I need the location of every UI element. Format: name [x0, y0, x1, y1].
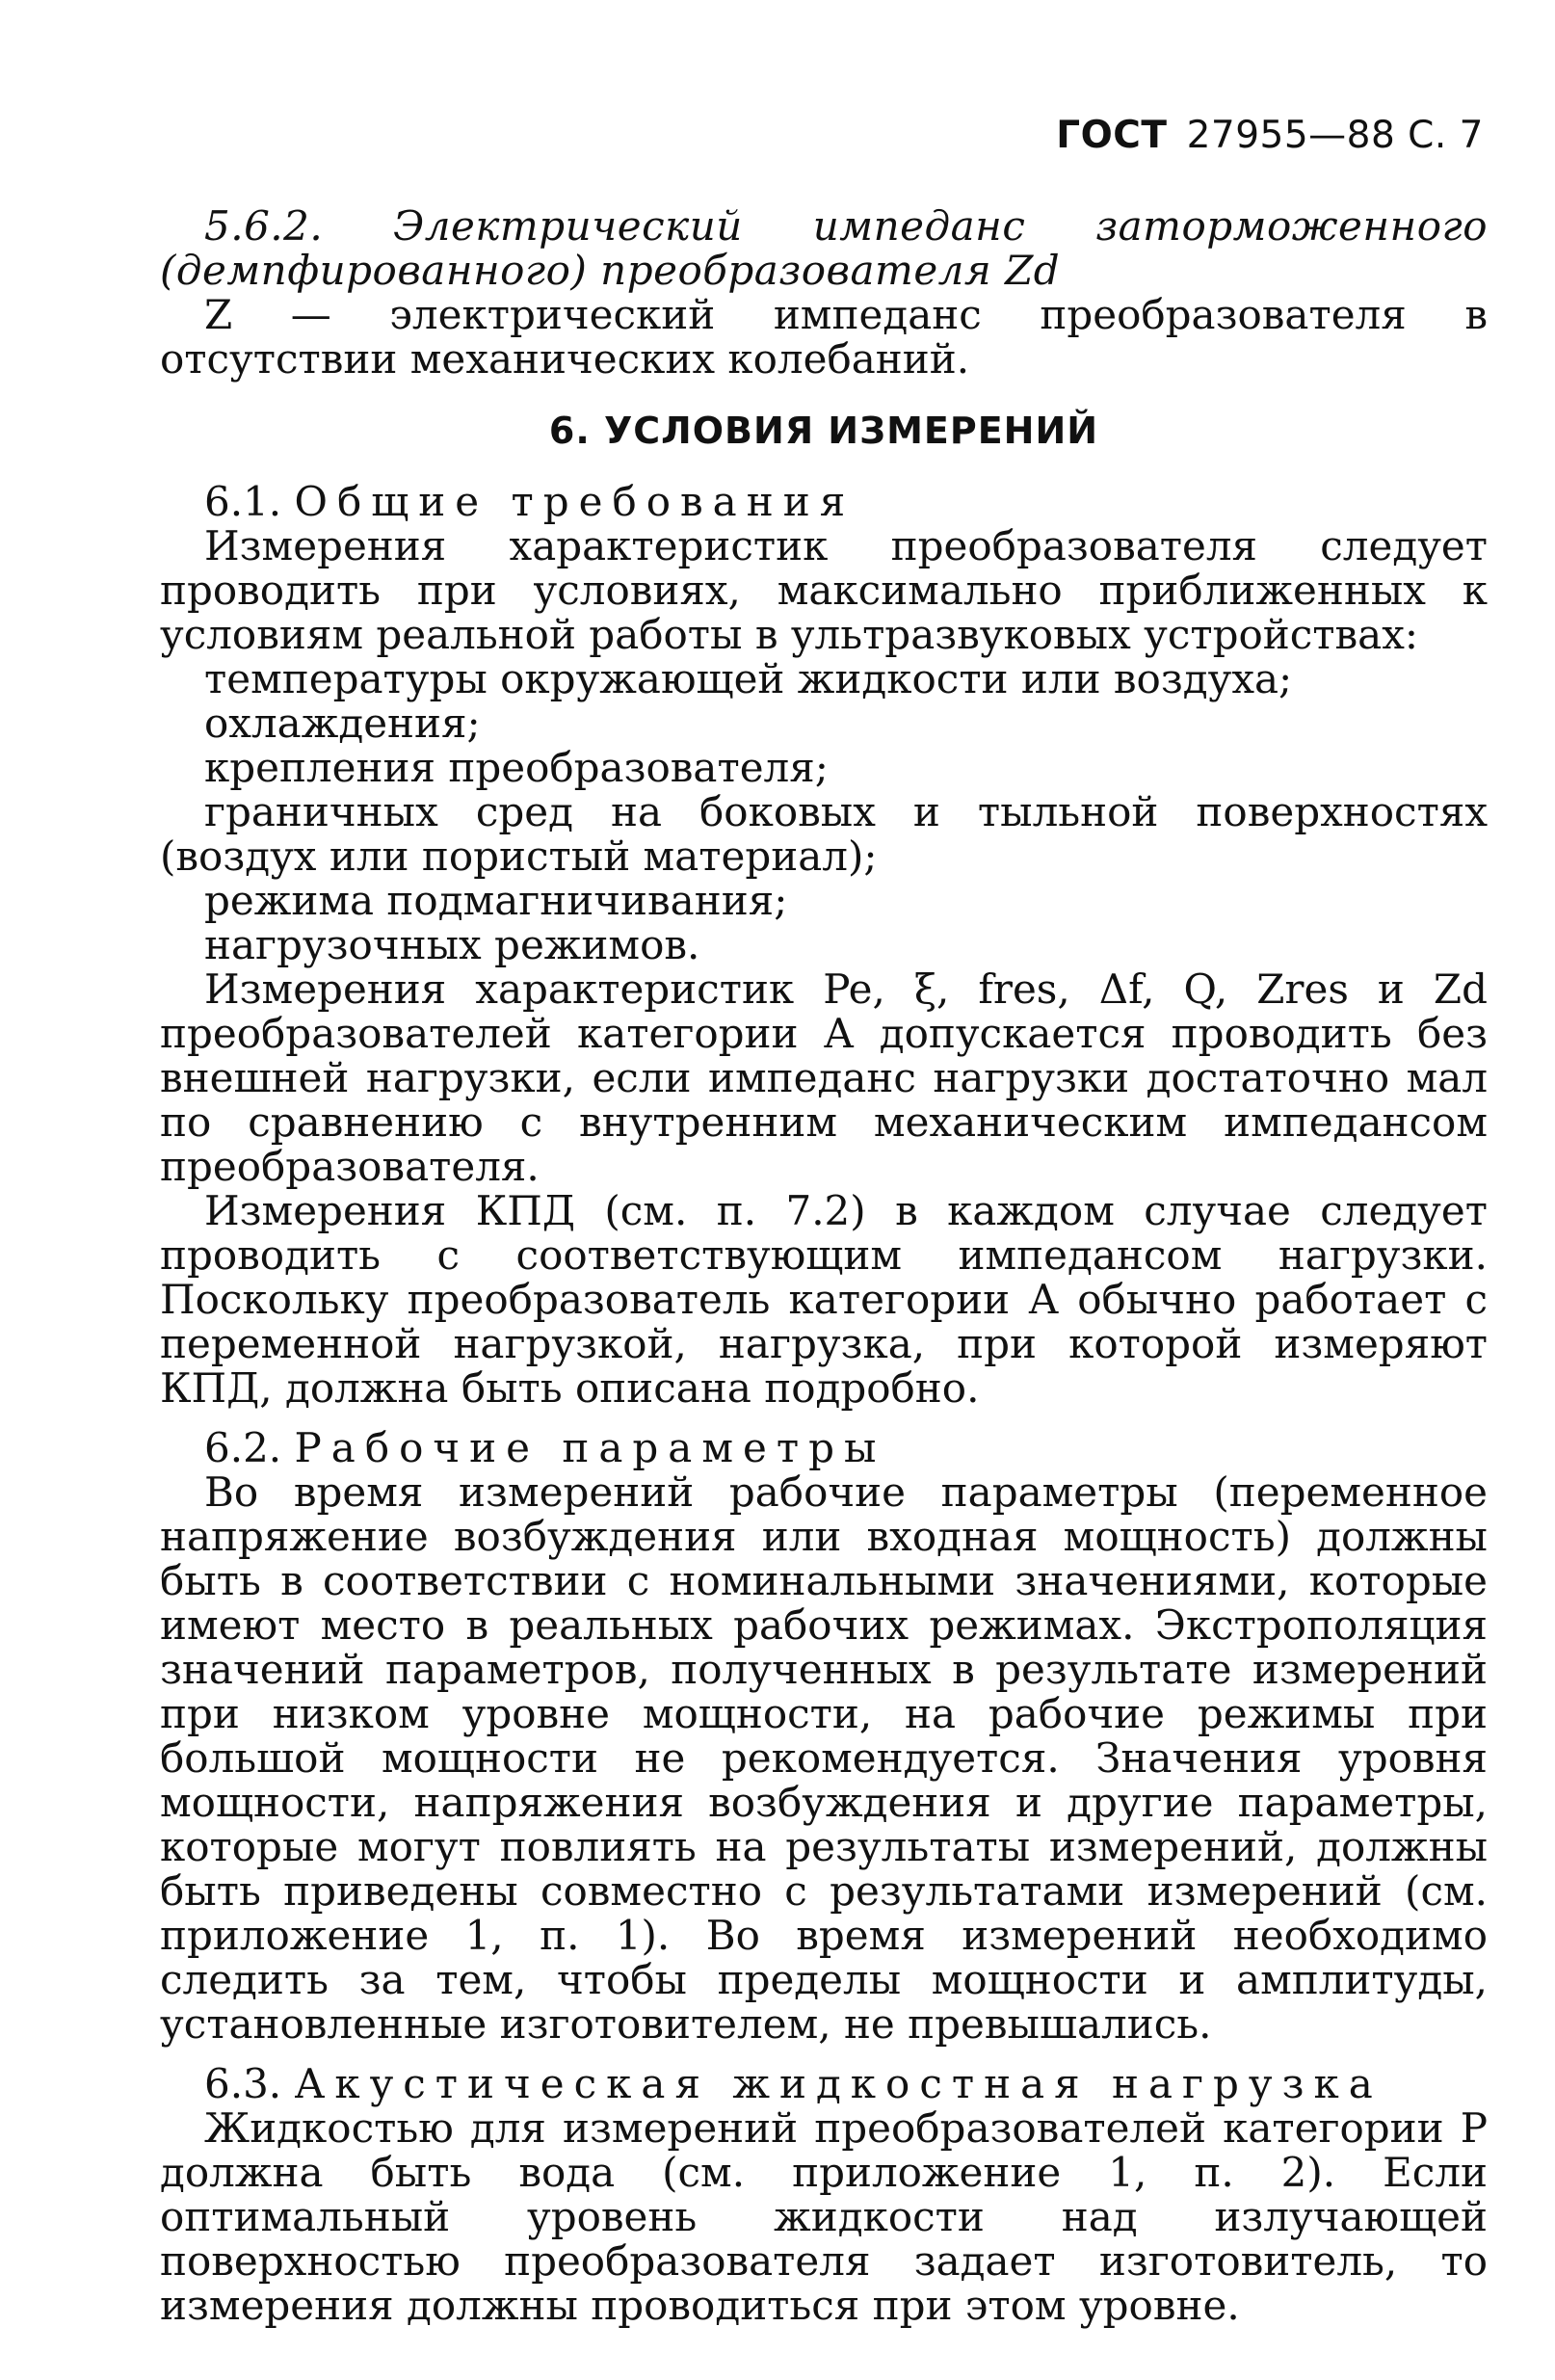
clause-6-2-body: Во время измерений рабочие параметры (переменное напряжение возбуждения или входная мощность) должны быть в соответствии с номинальными значениями, которые имеют место в реальных рабочих режимах. Экстрополяция значений параметров, полученных в результате измерений при низком уровне мощности, на рабочие режимы при большой мощности не рекомендуется. Значения уровня мощности, напряжения возбуждения и другие параметры, которые могут повлиять на результаты измерений, должны быть приведены совместно с результатами измерений (см. приложение 1, п. 1). Во время измерений необходимо следить за тем, чтобы пределы мощности и амплитуды, установленные изготовителем, не превышались. — [160, 1468, 1488, 2048]
condition-item: температуры окружающей жидкости или воздуха; — [204, 655, 1293, 702]
condition-item: крепления преобразователя; — [204, 744, 829, 791]
section-6-heading: 6. УСЛОВИЯ ИЗМЕРЕНИЙ — [548, 410, 1099, 452]
clause-6-2-heading: Рабочие параметры — [294, 1424, 886, 1471]
clause-6-3-body: Жидкостью для измерений преобразователей категории Р должна быть вода (см. приложение 1, п. 2). Если оптимальный уровень жидкости над излучающей поверхностью преобразователя задает изготовитель, то измерения должны проводиться при этом уровне. — [160, 2104, 1488, 2329]
gost-page-number: 27955—88 С. 7 — [1186, 114, 1484, 157]
clause-5-6-2-title: 5.6.2. Электрический импеданс заторможенного (демпфированного) преобразователя Zd — [160, 202, 1488, 294]
gost-label: ГОСТ — [1056, 114, 1168, 157]
condition-item: охлаждения; — [204, 700, 481, 747]
clause-6-1-efficiency: Измерения КПД (см. п. 7.2) в каждом случае следует проводить с соответствующим импедансом нагрузки. Поскольку преобразователь категории А обычно работает с переменной нагрузкой, нагрузка, при которой измеряют КПД, должна быть описана подробно. — [160, 1187, 1488, 1412]
clause-6-1-heading: Общие требования — [294, 478, 856, 525]
condition-item: режима подмагничивания; — [204, 877, 788, 924]
document-body — [160, 204, 1488, 2328]
clause-6-1-intro: Измерения характеристик преобразователя следует проводить при условиях, максимально приближенных к условиям реальной работы в ультразвуковых устройствах: — [160, 522, 1488, 658]
clause-6-1-number: 6.1. — [204, 478, 282, 525]
clause-6-2-number: 6.2. — [204, 1424, 282, 1471]
clause-6-3-number: 6.3. — [204, 2060, 282, 2107]
clause-6-3-heading: Акустическая жидкостная нагрузка — [294, 2060, 1383, 2107]
condition-item: граничных сред на боковых и тыльной поверхностях (воздух или пористый материал); — [160, 788, 1488, 880]
clause-6-2-title — [160, 1426, 1488, 1470]
clause-5-6-2-body: Z — электрический импеданс преобразователя в отсутствии механических колебаний. — [160, 291, 1488, 383]
clause-6-1-category-a: Измерения характеристик Pe, ξ, fres, Δf, Q, Zres и Zd преобразователей категории А допускается проводить без внешней нагрузки, если импеданс нагрузки достаточно мал по сравнению с внутренним механическим импедансом преобразователя. — [160, 965, 1488, 1190]
running-header — [1056, 114, 1484, 157]
clause-6-3-title — [160, 2062, 1488, 2106]
clause-6-1-title — [160, 480, 1488, 524]
condition-item: нагрузочных режимов. — [204, 921, 700, 968]
